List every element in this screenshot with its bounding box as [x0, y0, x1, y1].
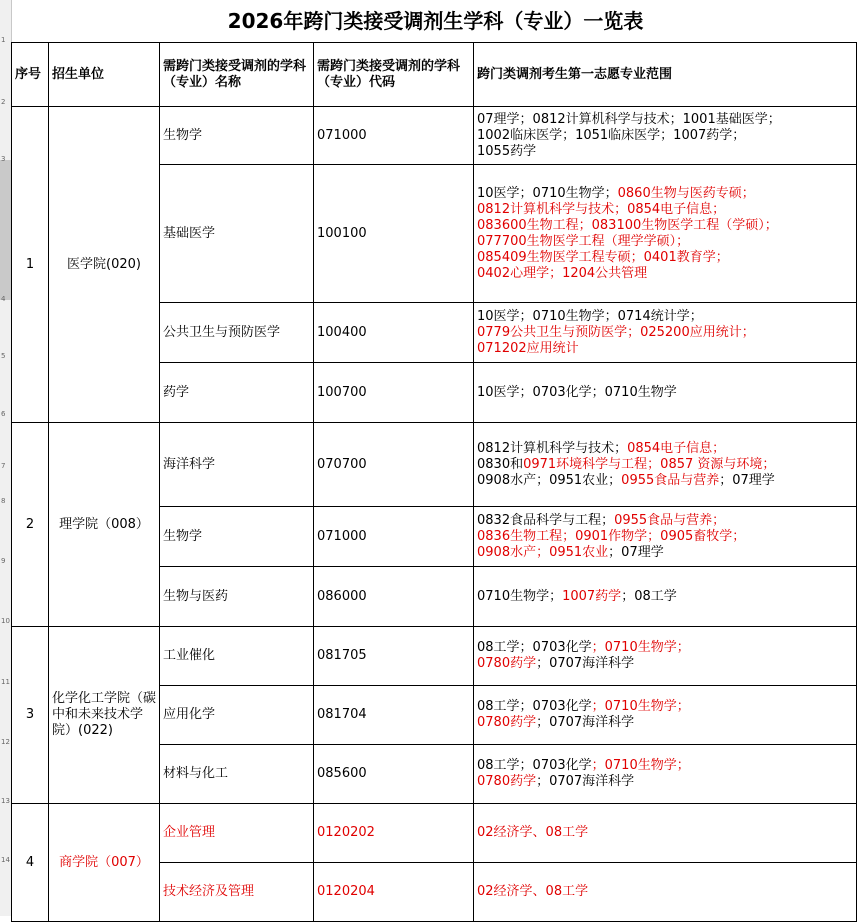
header-index[interactable]: 序号 — [12, 43, 49, 107]
range-text-highlight: 0854电子信息； — [627, 440, 726, 456]
range-text: 0832食品科学与工程； — [477, 512, 615, 528]
range-line — [477, 234, 853, 250]
cell-subject-code[interactable]: 071000 — [314, 107, 474, 165]
table-row — [12, 627, 857, 686]
range-text-highlight: ；0710生物学； — [591, 699, 690, 714]
range-text: ；07理学 — [719, 472, 775, 488]
row-header-selection — [0, 160, 11, 300]
range-line — [477, 341, 853, 357]
cell-unit[interactable]: 医学院(020) — [49, 107, 160, 423]
range-line — [477, 128, 853, 144]
range-line — [477, 473, 853, 489]
cell-subject-code[interactable]: 070700 — [314, 423, 474, 507]
range-text-highlight: 085409生物医学工程专硕；0401教育学； — [477, 249, 729, 265]
header-unit[interactable]: 招生单位 — [49, 43, 160, 107]
cell-subject-name[interactable]: 基础医学 — [160, 165, 314, 303]
range-text-highlight: ；0710生物学； — [591, 758, 690, 773]
table-row — [12, 804, 857, 863]
range-text: 0830和 — [477, 456, 524, 472]
range-text: 08工学；0703化学 — [477, 758, 592, 773]
range-text: ；0707海洋科学 — [536, 715, 635, 730]
row-number[interactable]: 11 — [1, 678, 10, 686]
table-row — [12, 423, 857, 507]
range-line — [477, 640, 853, 656]
cell-subject-code[interactable]: 100400 — [314, 303, 474, 363]
cell-index[interactable]: 2 — [12, 423, 49, 627]
cell-subject-code[interactable]: 071000 — [314, 507, 474, 567]
range-line — [477, 656, 853, 672]
row-number[interactable]: 2 — [1, 98, 6, 106]
range-line — [477, 758, 853, 774]
range-line — [477, 825, 853, 841]
cell-subject-code[interactable]: 081704 — [314, 686, 474, 745]
cell-subject-name[interactable]: 企业管理 — [160, 804, 314, 863]
cell-index[interactable]: 3 — [12, 627, 49, 804]
cell-range[interactable] — [474, 627, 857, 686]
range-text: 08工学；0703化学 — [477, 640, 592, 655]
cell-subject-name[interactable]: 技术经济及管理 — [160, 863, 314, 922]
cell-range[interactable] — [474, 507, 857, 567]
adjustment-table — [11, 42, 857, 922]
row-number[interactable]: 8 — [1, 497, 6, 505]
cell-subject-name[interactable]: 应用化学 — [160, 686, 314, 745]
range-text-highlight: 0780药学 — [477, 656, 537, 671]
range-text-highlight: 0780药学 — [477, 715, 537, 730]
range-text: 07理学；0812计算机科学与技术；1001基础医学； — [477, 111, 781, 127]
cell-range[interactable] — [474, 165, 857, 303]
range-text: 08工学；0703化学 — [477, 699, 592, 714]
range-line — [477, 266, 853, 282]
row-number[interactable]: 10 — [1, 617, 10, 625]
cell-subject-name[interactable]: 海洋科学 — [160, 423, 314, 507]
range-text: ；08工学 — [621, 588, 677, 604]
range-text-highlight: 0779公共卫生与预防医学；025200应用统计； — [477, 324, 755, 340]
range-line — [477, 715, 853, 731]
cell-subject-code[interactable]: 0120202 — [314, 804, 474, 863]
range-text-highlight: 02经济学、08工学 — [477, 884, 589, 899]
range-text-highlight: 0971环境科学与工程；0857 资源与环境； — [523, 456, 776, 472]
row-number[interactable]: 1 — [1, 36, 6, 44]
range-line — [477, 250, 853, 266]
range-text-highlight: 0955食品与营养； — [614, 512, 726, 528]
range-line — [477, 112, 853, 128]
cell-range[interactable] — [474, 107, 857, 165]
range-line — [477, 529, 853, 545]
range-line — [477, 699, 853, 715]
range-text: 1055药学 — [477, 143, 537, 159]
cell-range[interactable] — [474, 363, 857, 423]
range-line — [477, 325, 853, 341]
cell-range[interactable] — [474, 303, 857, 363]
range-text: 0710生物学； — [477, 588, 563, 604]
cell-subject-name[interactable]: 生物学 — [160, 107, 314, 165]
range-text-highlight: 083600生物工程；083100生物医学工程（学硕）； — [477, 217, 778, 233]
cell-range[interactable] — [474, 863, 857, 922]
cell-unit[interactable]: 商学院（007） — [49, 804, 160, 922]
range-text-highlight: 0836生物工程；0901作物学；0905畜牧学； — [477, 528, 746, 544]
header-row — [12, 43, 857, 107]
range-line — [477, 186, 853, 202]
row-number[interactable]: 4 — [1, 295, 6, 303]
cell-subject-name[interactable]: 公共卫生与预防医学 — [160, 303, 314, 363]
range-text-highlight: ；0710生物学； — [591, 640, 690, 655]
range-text: 10医学；0710生物学； — [477, 185, 618, 201]
range-text: ；0707海洋科学 — [536, 774, 635, 789]
cell-index[interactable]: 4 — [12, 804, 49, 922]
range-text-highlight: 1007药学 — [562, 588, 622, 604]
header-range[interactable]: 跨门类调剂考生第一志愿专业范围 — [474, 43, 857, 107]
cell-subject-code[interactable]: 100100 — [314, 165, 474, 303]
cell-subject-name[interactable]: 材料与化工 — [160, 745, 314, 804]
cell-subject-name[interactable]: 生物学 — [160, 507, 314, 567]
header-subject-code[interactable]: 需跨门类接受调剂的学科（专业）代码 — [314, 43, 474, 107]
cell-subject-name[interactable]: 生物与医药 — [160, 567, 314, 627]
range-text-highlight: 0955食品与营养 — [621, 472, 720, 488]
range-line — [477, 589, 853, 605]
cell-unit[interactable]: 化学化工学院（碳中和未来技术学院）(022) — [49, 627, 160, 804]
table-row — [12, 107, 857, 165]
range-text: ；0707海洋科学 — [536, 656, 635, 671]
range-text-highlight: 0860生物与医药专硕； — [617, 185, 755, 201]
range-line — [477, 144, 853, 160]
cell-index[interactable]: 1 — [12, 107, 49, 423]
row-number[interactable]: 7 — [1, 462, 6, 470]
row-number[interactable]: 13 — [1, 797, 10, 805]
range-text-highlight: 0402心理学；1204公共管理 — [477, 265, 648, 281]
row-number[interactable]: 14 — [1, 856, 10, 864]
row-number[interactable]: 12 — [1, 738, 10, 746]
range-text: ；07理学 — [608, 544, 664, 560]
range-line — [477, 309, 853, 325]
cell-subject-name[interactable]: 药学 — [160, 363, 314, 423]
range-line — [477, 441, 853, 457]
cell-range[interactable] — [474, 804, 857, 863]
cell-unit[interactable]: 理学院（008） — [49, 423, 160, 627]
range-text: 10医学；0703化学；0710生物学 — [477, 384, 677, 400]
cell-range[interactable] — [474, 745, 857, 804]
range-text-highlight: 0812计算机科学与技术；0854电子信息； — [477, 201, 726, 217]
range-text-highlight: 0780药学 — [477, 774, 537, 789]
range-line — [477, 884, 853, 900]
cell-range[interactable] — [474, 567, 857, 627]
range-text-highlight: 02经济学、08工学 — [477, 825, 589, 840]
row-number[interactable]: 6 — [1, 410, 6, 418]
header-subject-name[interactable]: 需跨门类接受调剂的学科（专业）名称 — [160, 43, 314, 107]
cell-subject-code[interactable]: 0120204 — [314, 863, 474, 922]
range-text-highlight: 071202应用统计 — [477, 340, 579, 356]
range-text: 0812计算机科学与技术； — [477, 440, 628, 456]
range-line — [477, 202, 853, 218]
cell-subject-code[interactable]: 086000 — [314, 567, 474, 627]
range-line — [477, 218, 853, 234]
cell-range[interactable] — [474, 423, 857, 507]
range-line — [477, 513, 853, 529]
range-line — [477, 545, 853, 561]
range-line — [477, 385, 853, 401]
range-text-highlight: 0908水产；0951农业 — [477, 544, 609, 560]
range-text: 1002临床医学；1051临床医学；1007药学； — [477, 127, 746, 143]
cell-subject-name[interactable]: 工业催化 — [160, 627, 314, 686]
cell-subject-code[interactable]: 085600 — [314, 745, 474, 804]
row-number[interactable]: 5 — [1, 352, 6, 360]
row-number[interactable]: 3 — [1, 155, 6, 163]
table-title: 2026年跨门类接受调剂生学科（专业）一览表 — [227, 9, 644, 33]
cell-subject-code[interactable]: 100700 — [314, 363, 474, 423]
row-number[interactable]: 9 — [1, 557, 6, 565]
range-text: 10医学；0710生物学；0714统计学； — [477, 308, 703, 324]
range-text-highlight: 077700生物医学工程（理学学硕）； — [477, 233, 690, 249]
cell-subject-code[interactable]: 081705 — [314, 627, 474, 686]
cell-range[interactable] — [474, 686, 857, 745]
range-line — [477, 774, 853, 790]
range-text: 0908水产；0951农业； — [477, 472, 622, 488]
range-line — [477, 457, 853, 473]
